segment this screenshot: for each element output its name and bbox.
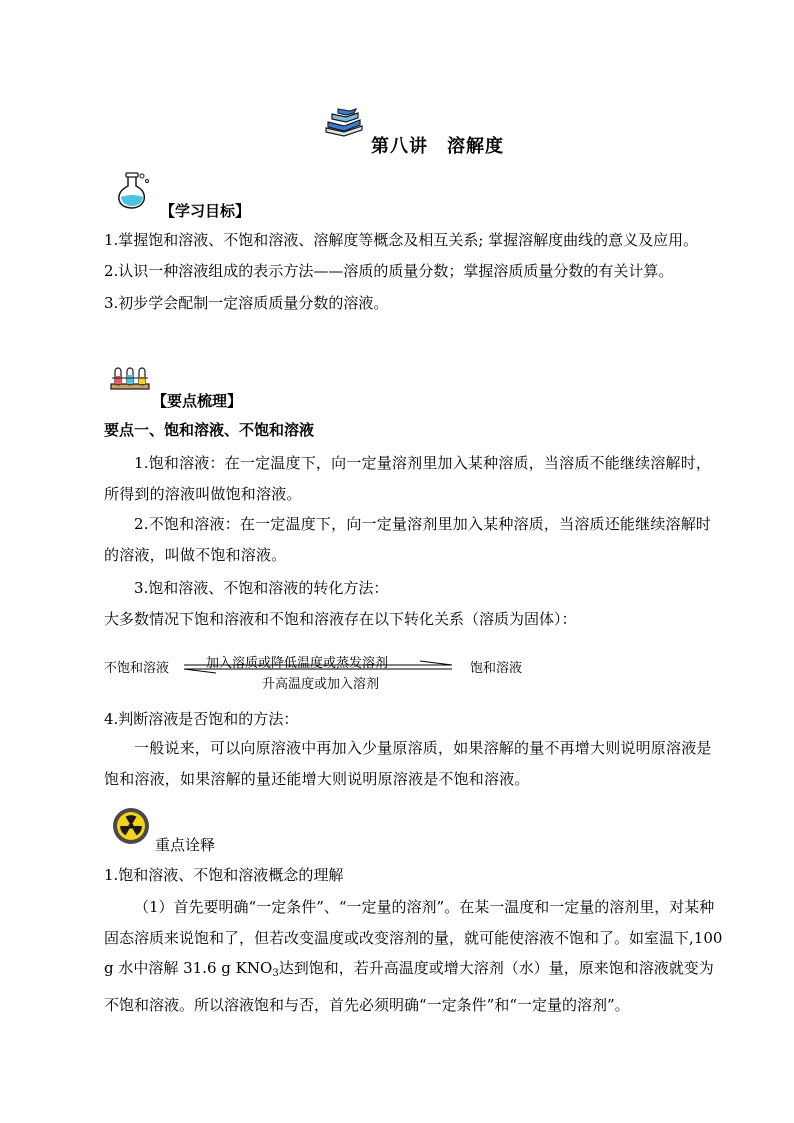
paragraph-unsaturated: 2.不饱和溶液：在一定温度下，向一定量溶剂里加入某种溶质，当溶质还能继续溶解时的溶液，叫做不饱和溶液。 [104, 515, 712, 564]
conversion-right: 饱和溶液 [470, 661, 523, 676]
equilibrium-arrows [182, 660, 454, 674]
objective-item-2: 2.认识一种溶液组成的表示方法——溶质的质量分数；掌握溶质质量分数的有关计算。 [104, 262, 674, 280]
paragraph-judge-method: 一般说来，可以向原溶液中再加入少量原溶质，如果溶解的量不再增大则说明原溶液是饱和溶液，如果溶解的量还能增大则说明原溶液是不饱和溶液。 [104, 739, 712, 788]
test-tube-rack-icon [110, 366, 150, 392]
page-title: 第八讲 溶解度 [371, 136, 504, 157]
books-icon [324, 108, 364, 136]
paragraph-judge-title: 4.判断溶液是否饱和的方法： [104, 710, 299, 728]
objective-item-3: 3.初步学会配制一定溶质质量分数的溶液。 [104, 294, 389, 312]
section-title: 要点一、饱和溶液、不饱和溶液 [104, 421, 315, 439]
conversion-bottom-label: 升高温度或加入溶剂 [262, 677, 380, 692]
conversion-left: 不饱和溶液 [104, 661, 170, 676]
explanation-heading: 重点诠释 [155, 836, 216, 854]
explanation-subtitle: 1.饱和溶液、不饱和溶液概念的理解 [104, 866, 344, 884]
objective-item-1: 1.掌握饱和溶液、不饱和溶液、溶解度等概念及相互关系; 掌握溶解度曲线的意义及应用。 [104, 231, 699, 249]
radiation-icon [112, 807, 150, 845]
objectives-heading: 【学习目标】 [160, 202, 251, 220]
keypoints-heading: 【要点梳理】 [152, 392, 243, 410]
explanation-paragraph [104, 892, 724, 1020]
flask-icon [112, 172, 152, 210]
paragraph-conversion-intro: 大多数情况下饱和溶液和不饱和溶液存在以下转化关系（溶质为固体）： [104, 610, 577, 628]
kno3-subscript: 3 [272, 968, 279, 979]
paragraph-saturated: 1.饱和溶液：在一定温度下，向一定量溶剂里加入某种溶质，当溶质不能继续溶解时，所得到的溶液叫做饱和溶液。 [104, 454, 712, 503]
explanation-text-b: 达到饱和，若升高温度或增大溶剂（水）量，原来饱和溶液就变为不饱和溶液。所以溶液饱和与否，首先必须明确“一定条件”和“一定量的溶剂”。 [104, 959, 714, 1014]
explanation-text-a: （1）首先要明确“一定条件”、“一定量的溶剂”。在某一温度和一定量的溶剂里，对某种固态溶质来说饱和了，但若改变温度或改变溶剂的量，就可能使溶液不饱和了。如室温下,100 g 水中溶解 31.6 g KNO [104, 898, 723, 977]
conversion-top-label: 加入溶质或降低温度或蒸发溶剂 [206, 656, 389, 671]
paragraph-conversion-title: 3.饱和溶液、不饱和溶液的转化方法： [134, 579, 389, 597]
